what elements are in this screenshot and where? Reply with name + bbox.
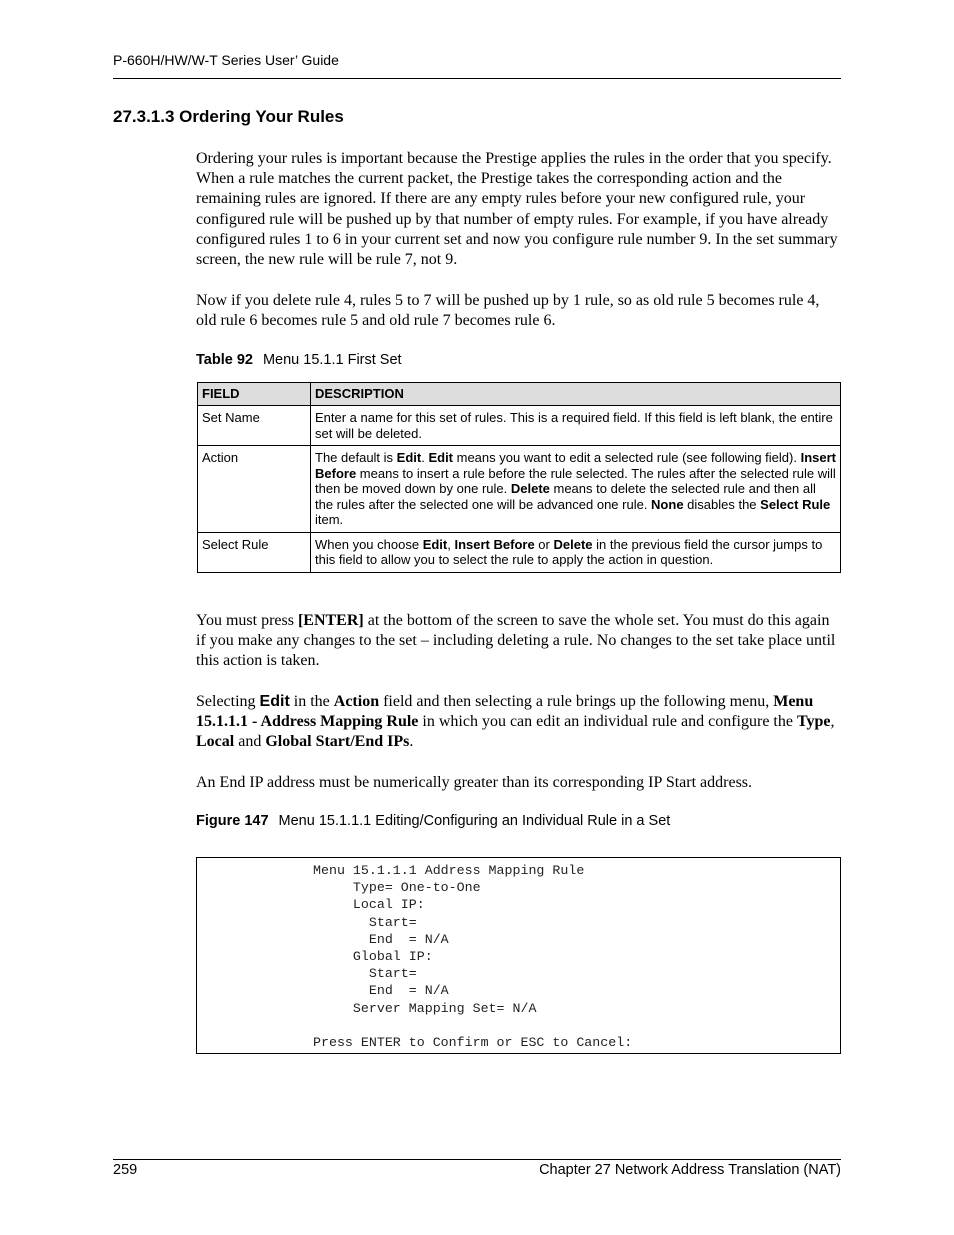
table-header-row (198, 383, 841, 406)
field-description-table (197, 382, 841, 573)
table-header-description: DESCRIPTION (311, 383, 841, 406)
table-row (198, 532, 841, 572)
figure-caption-text: Menu 15.1.1.1 Editing/Configuring an Individual Rule in a Set (278, 813, 671, 829)
table-cell-field: Set Name (198, 406, 311, 446)
table-caption (196, 352, 402, 368)
paragraph-ordering-rules: Ordering your rules is important because the Prestige applies the rules in the order that you specify. When a rule matches the current packet, the Prestige takes the corresponding action and the remaining rules are ignored. If there are any empty rules before your new configured rule, your configured rule will be pushed up by that number of empty rules. For example, if you have already configured rules 1 to 6 in your current set and now you configure rule number 9. In the set summary screen, the new rule will be rule 7, not 9. (196, 150, 838, 269)
figure-caption-label: Figure 147 (196, 813, 269, 829)
table-row (198, 446, 841, 533)
table-header-field: FIELD (198, 383, 311, 406)
footer-page-number: 259 (113, 1162, 138, 1178)
menu-screen-box (196, 857, 841, 1054)
table-cell-description: Enter a name for this set of rules. This is a required field. If this field is left blank, the entire set will be deleted. (311, 406, 841, 446)
paragraph-end-ip-note: An End IP address must be numerically greater than its corresponding IP Start address. (196, 774, 753, 791)
footer-chapter-title: Chapter 27 Network Address Translation (NAT) (539, 1162, 841, 1178)
table-cell-description: The default is Edit. Edit means you want to edit a selected rule (see following field). Insert Before means to insert a rule before the rule selected. The rules after the selected rule will then be moved down by one rule. Delete means to delete the selected rule and then all the rules after the selected one will be advanced one rule. None disables the Select Rule item. (311, 446, 841, 533)
figure-caption (196, 813, 670, 829)
table-cell-field: Action (198, 446, 311, 533)
table-cell-field: Select Rule (198, 532, 311, 572)
table-caption-text: Menu 15.1.1 First Set (262, 352, 402, 368)
table-caption-label: Table 92 (196, 352, 253, 368)
header-divider (113, 78, 841, 79)
paragraph-selecting-edit: Selecting Edit in the Action field and then selecting a rule brings up the following menu, Menu 15.1.1.1 - Address Mapping Rule in which you can edit an individual rule and configure the Type, Local and Global Start/End IPs. (196, 693, 835, 751)
page-header-title: P-660H/HW/W-T Series User’ Guide (113, 52, 339, 68)
menu-screen-text: Menu 15.1.1.1 Address Mapping Rule Type= One-to-One Local IP: Start= End = N/A Global IP: Start= End = N/A Server Mapping Set= N/A Press ENTER to Confirm or ESC to Cancel: (313, 863, 633, 1051)
paragraph-press-enter: You must press [ENTER] at the bottom of the screen to save the whole set. You must do this again if you make any changes to the set – including deleting a rule. No changes to the set take place until this action is taken. (196, 612, 836, 670)
section-heading: 27.3.1.3 Ordering Your Rules (113, 107, 344, 126)
table-row (198, 406, 841, 446)
footer-divider (113, 1159, 841, 1160)
paragraph-delete-rule: Now if you delete rule 4, rules 5 to 7 will be pushed up by 1 rule, so as old rule 5 becomes rule 4, old rule 6 becomes rule 5 and old rule 7 becomes rule 6. (196, 292, 820, 330)
table-cell-description: When you choose Edit, Insert Before or Delete in the previous field the cursor jumps to this field to allow you to select the rule to apply the action in question. (311, 532, 841, 572)
